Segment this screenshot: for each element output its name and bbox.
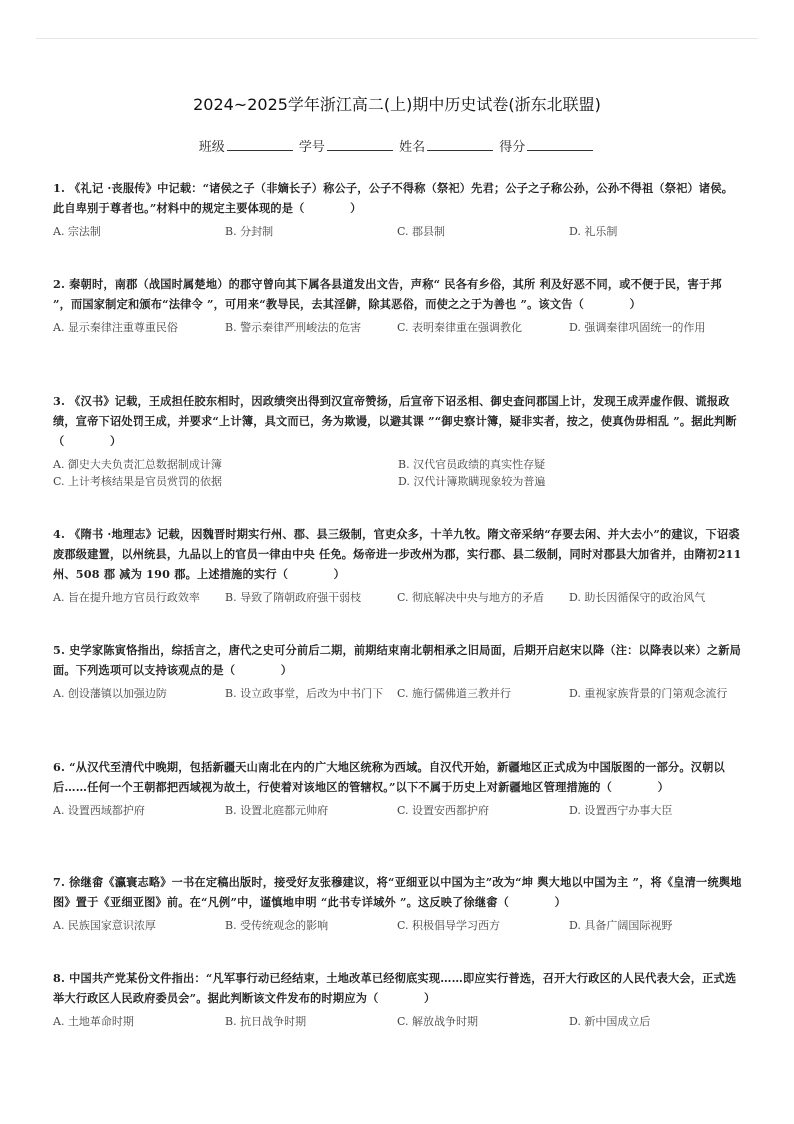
question-stem: 5. 史学家陈寅恪指出，综括言之，唐代之史可分前后二期，前期结束南北朝相承之旧局面，后期开启赵宋以降（注：以降表以来）之新局面。下列选项可以支持该观点的是（ ） xyxy=(53,643,742,677)
option-a[interactable]: A. 土地革命时期 xyxy=(53,1015,134,1028)
options-row xyxy=(53,319,743,336)
option-a[interactable]: A. 御史大夫负责汇总数据制成计簿 xyxy=(53,458,222,471)
score-blank[interactable] xyxy=(527,138,593,151)
option-a[interactable]: A. 设置西域都护府 xyxy=(53,804,145,817)
options-row xyxy=(53,223,743,240)
student-info-line xyxy=(0,136,794,155)
option-b[interactable]: B. 分封制 xyxy=(225,225,274,238)
name-blank[interactable] xyxy=(427,138,493,151)
option-d[interactable]: D. 设置西宁办事大臣 xyxy=(569,804,673,817)
question-7 xyxy=(53,872,743,934)
option-d[interactable]: D. 强调秦律巩固统一的作用 xyxy=(569,321,706,334)
options-row xyxy=(53,1013,743,1030)
option-c[interactable]: C. 彻底解决中央与地方的矛盾 xyxy=(397,591,545,604)
option-b[interactable]: B. 汉代官员政绩的真实性存疑 xyxy=(398,458,546,471)
question-stem: 3. 《汉书》记载，王成担任胶东相时，因政绩突出得到汉宣帝赞扬，后宣帝下诏丞相、御史查问郡国上计，发现王成弄虚作假、谎报政绩，宣帝下诏处罚王成，并要求“上计簿，具文而已，务为欺谩，以避其课 ”“御史察计簿，疑非实者，按之，使真伪毋相乱 ”。据此判断（ ） xyxy=(53,394,737,448)
option-c[interactable]: C. 解放战争时期 xyxy=(397,1015,479,1028)
option-b[interactable]: B. 设立政事堂，后改为中书门下 xyxy=(225,687,384,700)
option-d[interactable]: D. 汉代计簿欺瞒现象较为普遍 xyxy=(398,475,546,488)
option-c[interactable]: C. 表明秦律重在强调教化 xyxy=(397,321,523,334)
option-c[interactable]: C. 设置安西都护府 xyxy=(397,804,490,817)
id-blank[interactable] xyxy=(327,138,393,151)
question-stem: 4. 《隋书 ·地理志》记载，因魏晋时期实行州、郡、县三级制，官吏众多，十羊九牧。隋文帝采纳“存要去闲、并大去小”的建议，下诏裘废郡级建置，以州统县，九品以上的官员一律由中央 任免。炀帝进一步改州为郡，实行郡、县二级制，同时对郡县大加省并，由隋初211州、508 郡 减为 190 郡。上述措施的实行（ ） xyxy=(53,527,742,581)
question-6 xyxy=(53,757,743,819)
option-c[interactable]: C. 上计考核结果是官员赏罚的依据 xyxy=(53,475,223,488)
option-b[interactable]: B. 警示秦律严刑峻法的危害 xyxy=(225,321,362,334)
question-4 xyxy=(53,524,743,606)
option-a[interactable]: A. 旨在提升地方官员行政效率 xyxy=(53,591,200,604)
question-8 xyxy=(53,968,743,1030)
option-a[interactable]: A. 创设藩镇以加强边防 xyxy=(53,687,167,700)
question-5 xyxy=(53,640,743,702)
question-stem: 1. 《礼记 ·丧服传》中记载：“诸侯之子（非嫡长子）称公子，公子不得称（祭祀）先君；公子之子称公孙，公孙不得祖（祭祀）诸侯。此自卑别于尊者也。”材料中的规定主要体现的是（ ） xyxy=(53,181,734,215)
option-d[interactable]: D. 具备广阔国际视野 xyxy=(569,919,673,932)
option-c[interactable]: C. 施行儒佛道三教并行 xyxy=(397,687,512,700)
question-stem: 7. 徐继畬《瀛寰志略》一书在定稿出版时，接受好友张穆建议，将“亚细亚以中国为主”改为“坤 舆大地以中国为主 ”，将《皇清一统舆地图》置于《亚细亚图》前。在“凡例”中，谨慎地申明 “此书专详域外 ”。这反映了徐继畬（ ） xyxy=(53,875,742,909)
question-1 xyxy=(53,178,743,240)
options-grid xyxy=(53,456,743,490)
question-stem: 6. “从汉代至清代中晚期，包括新疆天山南北在内的广大地区统称为西域。自汉代开始，新疆地区正式成为中国版图的一部分。汉朝以后……任何一个王朝都把西域视为故土，行使着对该地区的管辖权。”以下不属于历史上对新疆地区管理措施的（ ） xyxy=(53,760,725,794)
option-a[interactable]: A. 民族国家意识浓厚 xyxy=(53,919,156,932)
option-b[interactable]: B. 抗日战争时期 xyxy=(225,1015,307,1028)
option-d[interactable]: D. 助长因循保守的政治风气 xyxy=(569,591,706,604)
option-a[interactable]: A. 显示秦律注重尊重民俗 xyxy=(53,321,178,334)
option-b[interactable]: B. 受传统观念的影响 xyxy=(225,919,329,932)
class-blank[interactable] xyxy=(227,138,293,151)
option-c[interactable]: C. 郡县制 xyxy=(397,225,446,238)
option-b[interactable]: B. 设置北庭都元帅府 xyxy=(225,804,329,817)
question-3 xyxy=(53,391,743,490)
options-row xyxy=(53,917,743,934)
question-stem: 8. 中国共产党某份文件指出：“凡军事行动已经结束，土地改革已经彻底实现……即应实行普选，召开大行政区的人民代表大会，正式选举大行政区人民政府委员会”。据此判断该文件发布的时期应为（ ） xyxy=(53,971,737,1005)
option-d[interactable]: D. 重视家族背景的门第观念流行 xyxy=(569,687,728,700)
name-label: 姓名 xyxy=(399,140,426,155)
options-row xyxy=(53,685,743,702)
class-label: 班级 xyxy=(198,140,225,155)
header-divider xyxy=(36,38,758,39)
page-title: 2024~2025学年浙江高二(上)期中历史试卷(浙东北联盟) xyxy=(193,95,601,114)
question-stem: 2. 秦朝时，南郡（战国时属楚地）的郡守曾向其下属各县道发出文告，声称“ 民各有乡俗，其所 利及好恶不同，或不便于民，害于邦 ”，而国家制定和颁布“法律令 ”，可用来“教导民，去其淫僻，除其恶俗，而使之之于为善也 ”。该文告（ ） xyxy=(53,277,722,311)
id-label: 学号 xyxy=(298,140,325,155)
options-row xyxy=(53,802,743,819)
question-2 xyxy=(53,274,743,336)
options-row xyxy=(53,589,743,606)
option-c[interactable]: C. 积极倡导学习西方 xyxy=(397,919,501,932)
option-d[interactable]: D. 礼乐制 xyxy=(569,225,618,238)
option-d[interactable]: D. 新中国成立后 xyxy=(569,1015,651,1028)
option-b[interactable]: B. 导致了隋朝政府强干弱枝 xyxy=(225,591,362,604)
option-a[interactable]: A. 宗法制 xyxy=(53,225,101,238)
score-label: 得分 xyxy=(499,140,526,155)
